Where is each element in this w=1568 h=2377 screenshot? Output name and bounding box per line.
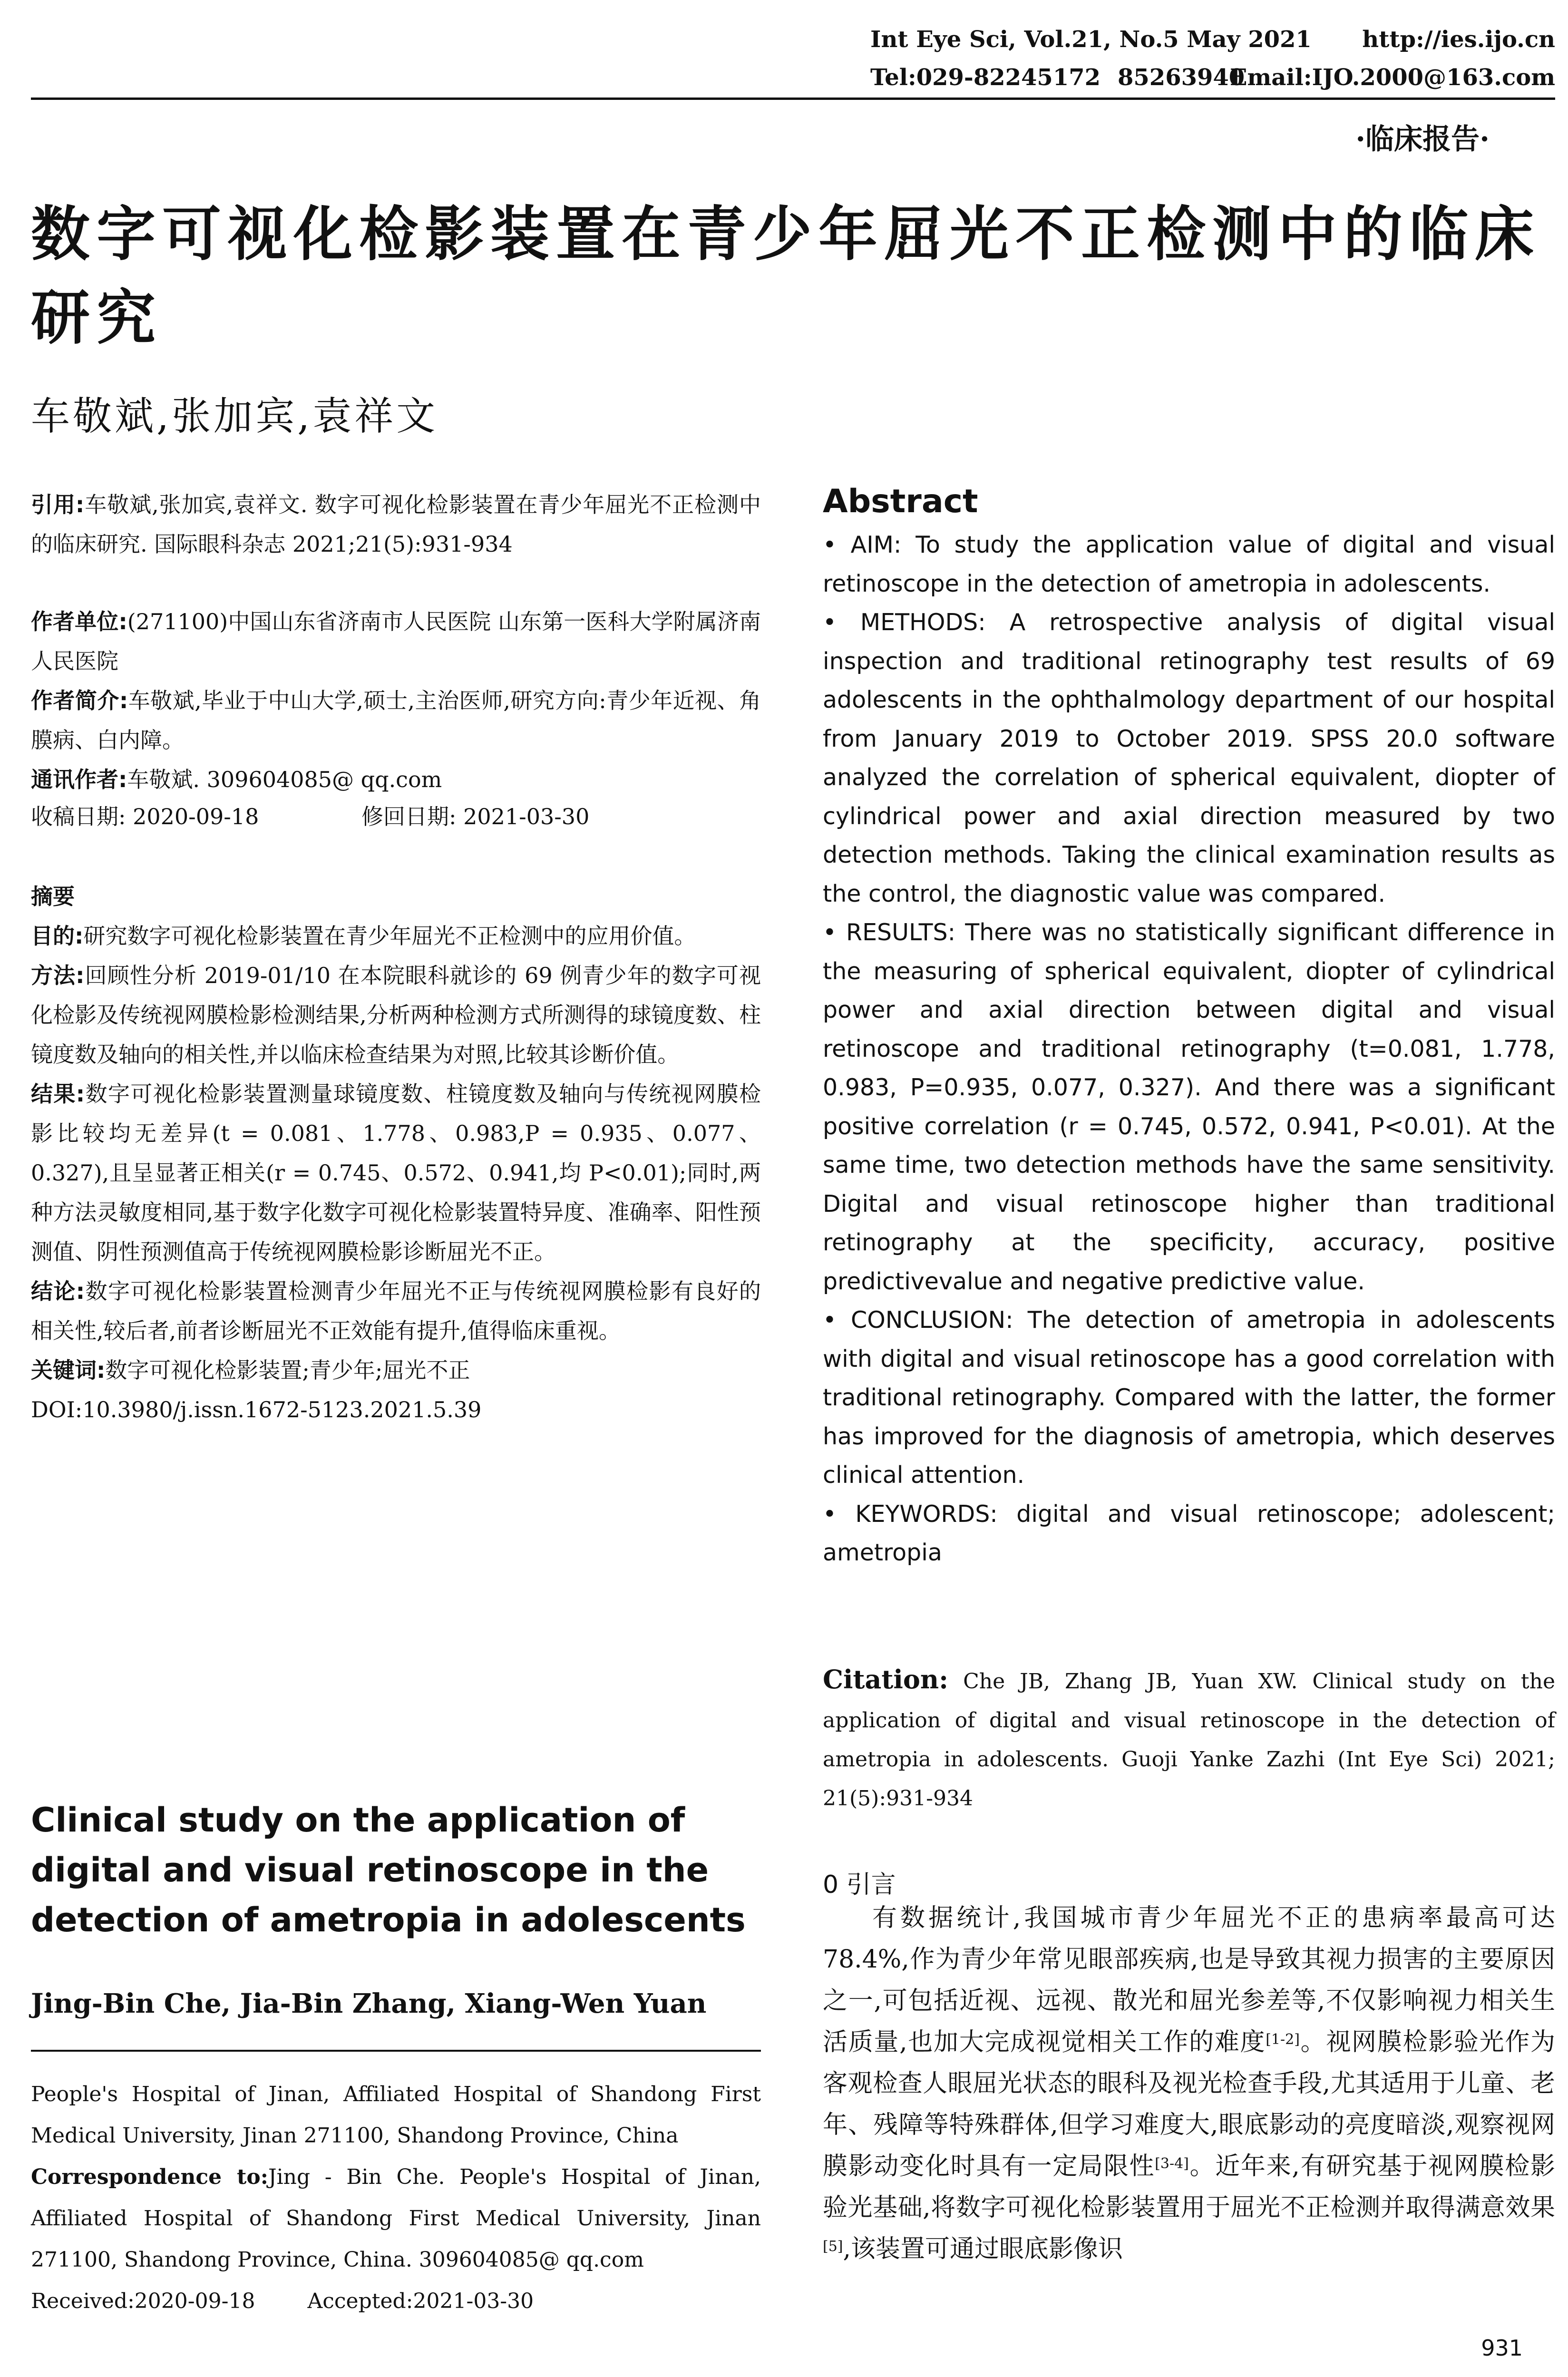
- authors-cn: 车敬斌,张加宾,袁祥文: [31, 394, 438, 439]
- aim-cn: 目的:研究数字可视化检影装置在青少年屈光不正检测中的应用价值。: [31, 923, 696, 949]
- article-title-en: Clinical study on the application of digital and visual retinoscope in the detection of ametropia in adolescents: [31, 1801, 746, 1939]
- authors-en: Jing-Bin Che, Jia-Bin Zhang, Xiang-Wen Yuan: [31, 1988, 707, 2019]
- dates-en: Received:2020-09-18 Accepted:2021-03-30: [31, 2289, 534, 2313]
- intro-paragraph: 有数据统计,我国城市青少年屈光不正的患病率最高可达 78.4%,作为青少年常见眼部疾病,也是导致其视力损害的主要原因之一,可包括近视、远视、散光和屈光参差等,不仅影响视力相关生活质量,也加大完成视觉相关工作的难度[1-2]。视网膜检影验光作为客观检查人眼屈光状态的眼科及视光检查手段,尤其适用于儿童、老年、残障等特殊群体,但学习难度大,眼底影动的亮度暗淡,观察视网膜影动变化时具有一定局限性[3-4]。近年来,有研究基于视网膜检影验光基础,将数字可视化检影装置用于屈光不正检测并取得满意效果[5],该装置可通过眼底影像识: [823, 1904, 1555, 2263]
- intro-body: [823, 1898, 1555, 2270]
- journal-info: Int Eye Sci, Vol.21, No.5 May 2021: [870, 26, 1312, 53]
- journal-tel: Tel:029-82245172: [870, 64, 1101, 91]
- abstract-heading-cn: 摘要: [31, 884, 75, 909]
- keywords-en: • KEYWORDS: digital and visual retinoscope; adolescent; ametropia: [823, 1500, 1555, 1566]
- section-tag: ·临床报告·: [1355, 123, 1490, 156]
- author-unit: 作者单位:(271100)中国山东省济南市人民医院 山东第一医科大学附属济南人民医院: [31, 609, 761, 674]
- reference-1-2[interactable]: [1-2]: [1266, 2031, 1300, 2048]
- abstract-heading-en: Abstract: [823, 483, 978, 520]
- journal-tel2: 85263940: [1118, 64, 1245, 91]
- received-date: 收稿日期: 2020-09-18: [31, 804, 259, 829]
- methods-en: • METHODS: A retrospective analysis of digital visual inspection and traditional retinography test results of 69 adolescents in the ophthalmology department of our hospital from January 2019 to October 2019. SPSS 20.0 software analyzed the correlation of spherical equivalent, diopter of cylindrical power and axial direction measured by two detection methods. Taking the clinical examination results as the control, the diagnostic value was compared.: [823, 609, 1555, 907]
- methods-cn: 方法:回顾性分析 2019-01/10 在本院眼科就诊的 69 例青少年的数字可视化检影及传统视网膜检影检测结果,分析两种检测方式所测得的球镜度数、柱镜度数及轴向的相关性,并以临床检查结果为对照,比较其诊断价值。: [31, 963, 761, 1067]
- author-bio: 作者简介:车敬斌,毕业于中山大学,硕士,主治医师,研究方向:青少年近视、角膜病、白内障。: [31, 688, 761, 753]
- citation-en: [823, 1660, 1555, 1818]
- keywords-cn: 关键词:数字可视化检影装置;青少年;屈光不正: [31, 1357, 470, 1383]
- dates-cn: [31, 799, 761, 839]
- aim-en: • AIM: To study the application value of digital and visual retinoscope in the detection of ametropia in adolescents.: [823, 531, 1555, 597]
- journal-url[interactable]: http://ies.ijo.cn: [1362, 26, 1555, 53]
- doi[interactable]: DOI:10.3980/j.issn.1672-5123.2021.5.39: [31, 1397, 482, 1422]
- affiliation-divider: [31, 2050, 761, 2052]
- article-title-cn: 数字可视化检影装置在青少年屈光不正检测中的临床研究: [31, 200, 1541, 352]
- reference-5[interactable]: [5]: [823, 2238, 843, 2255]
- results-cn: 结果:数字可视化检影装置测量球镜度数、柱镜度数及轴向与传统视网膜检影比较均无差异(t = 0.081、1.778、0.983,P = 0.935、0.077、0.327),且呈显著正相关(r = 0.745、0.572、0.941,均 P<0.01);同时,两种方法灵敏度相同,基于数字化数字可视化检影装置特异度、准确率、阳性预测值、阴性预测值高于传统视网膜检影诊断屈光不正。: [31, 1081, 761, 1265]
- revised-date: 修回日期: 2021-03-30: [361, 804, 590, 829]
- page-number: 931: [1481, 2335, 1523, 2361]
- correspondence-en: Correspondence to:Jing - Bin Che. People's Hospital of Jinan, Affiliated Hospital of Shandong First Medical University, Jinan 271100, Shandong Province, China. 309604085@ qq.com: [31, 2165, 761, 2272]
- left-column: [31, 485, 761, 1430]
- conclusion-cn: 结论:数字可视化检影装置检测青少年屈光不正与传统视网膜检影有良好的相关性,较后者,前者诊断屈光不正效能有提升,值得临床重视。: [31, 1278, 761, 1344]
- citation-text: Che JB, Zhang JB, Yuan XW. Clinical study on the application of digital and visual retinoscope in the detection of ametropia in adolescents. Guoji Yanke Zazhi (Int Eye Sci) 2021; 21(5):931-934: [823, 1669, 1555, 1811]
- conclusion-en: • CONCLUSION: The detection of ametropia in adolescents with digital and visual retinoscope has a good correlation with traditional retinography. Compared with the latter, the former has improved for the diagnosis of ametropia, which deserves clinical attention.: [823, 1306, 1555, 1489]
- header-divider: [31, 97, 1555, 100]
- citation-cn: 引用:车敬斌,张加宾,袁祥文. 数字可视化检影装置在青少年屈光不正检测中的临床研究. 国际眼科杂志 2021;21(5):931-934: [31, 492, 761, 557]
- corresponding-author: 通讯作者:车敬斌. 309604085@ qq.com: [31, 767, 442, 792]
- affiliation-block: [31, 2074, 761, 2322]
- reference-3-4[interactable]: [3-4]: [1155, 2155, 1189, 2172]
- intro-heading: 0 引言: [823, 1870, 896, 1899]
- results-en: • RESULTS: There was no statistically significant difference in the measuring of spherical equivalent, diopter of cylindrical power and axial direction between digital and visual retinoscope and traditional retinography (t=0.081, 1.778, 0.983, P=0.935, 0.077, 0.327). And there was a significant positive correlation (r = 0.745, 0.572, 0.941, P<0.01). At the same time, two detection methods have the same sensitivity. Digital and visual retinoscope higher than traditional retinography at the specificity, accuracy, positive predictivevalue and negative predictive value.: [823, 919, 1555, 1295]
- citation-label: Citation:: [823, 1664, 949, 1695]
- abstract-en: [823, 526, 1555, 1572]
- affiliation-text: People's Hospital of Jinan, Affiliated Hospital of Shandong First Medical University, Jinan 271100, Shandong Province, China: [31, 2082, 761, 2148]
- journal-email[interactable]: Email:IJO.2000@163.com: [1229, 64, 1555, 91]
